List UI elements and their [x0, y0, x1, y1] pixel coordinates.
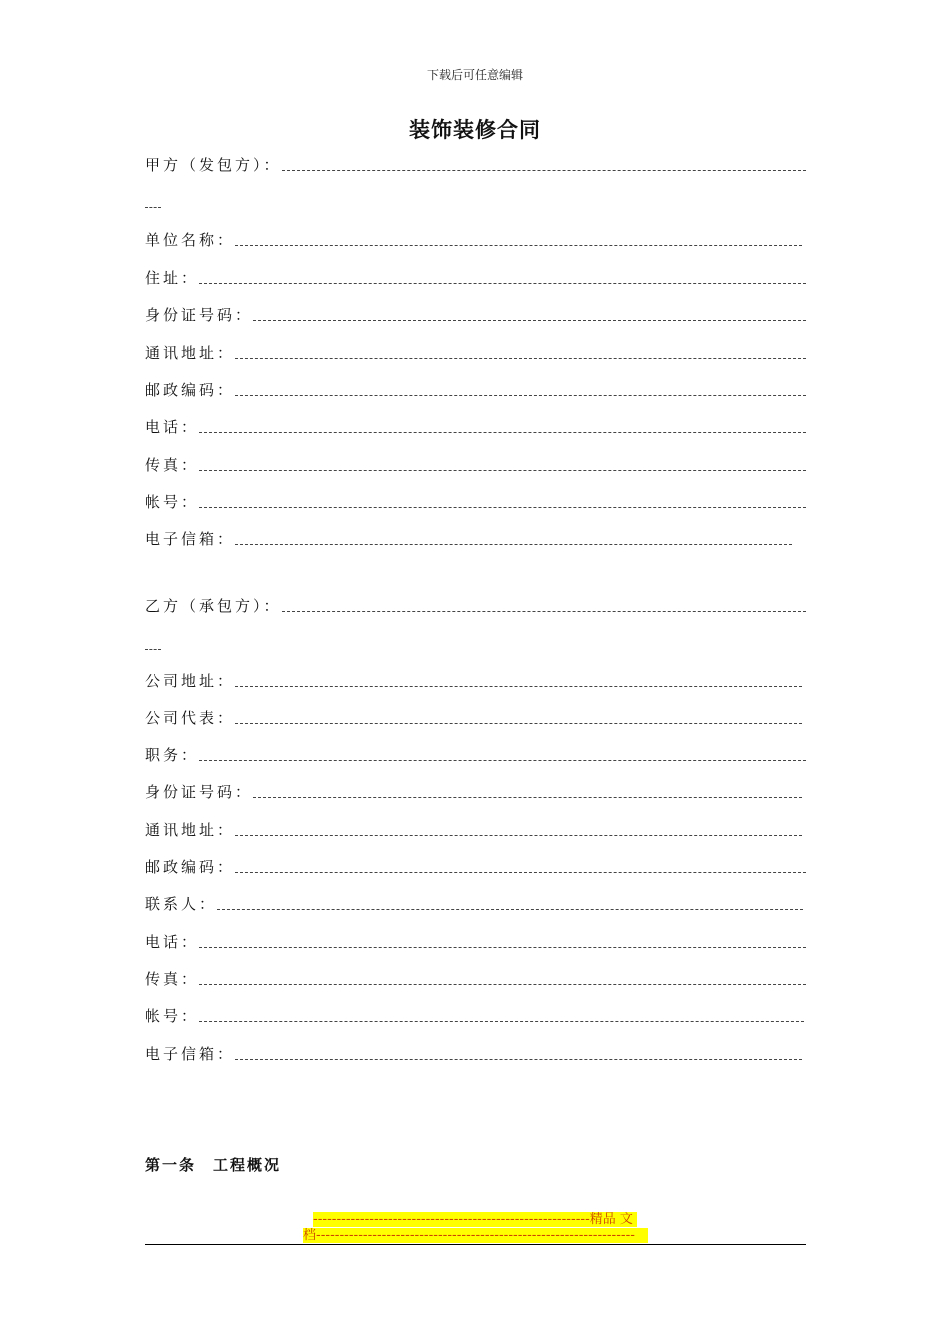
- field-blank[interactable]: [235, 872, 806, 873]
- party-a-heading: [145, 153, 806, 175]
- field-label: 通讯地址：: [145, 344, 236, 362]
- section-heading: 第一条 工程概况: [145, 1156, 282, 1174]
- party-a-account: [145, 490, 806, 512]
- field-label: 电子信箱：: [145, 1045, 236, 1063]
- field-label: 单位名称：: [145, 231, 236, 249]
- field-blank[interactable]: [199, 283, 806, 284]
- party-b-heading-blank-wrap: [145, 649, 161, 650]
- field-blank[interactable]: [235, 544, 792, 545]
- party-b-heading-blank[interactable]: [282, 611, 806, 612]
- field-blank[interactable]: [199, 947, 806, 948]
- field-blank[interactable]: [235, 395, 806, 396]
- party-b-fax: [145, 967, 806, 989]
- field-blank[interactable]: [235, 723, 802, 724]
- party-b-email: [145, 1042, 802, 1064]
- footer-divider: [145, 1244, 806, 1245]
- field-label: 传真：: [145, 456, 200, 474]
- party-a-email: [145, 527, 792, 549]
- field-label: 邮政编码：: [145, 381, 236, 399]
- party-a-heading-blank-wrap: [145, 207, 161, 208]
- field-label: 电话：: [145, 418, 200, 436]
- field-label: 电子信箱：: [145, 530, 236, 548]
- field-label: 职务：: [145, 746, 200, 764]
- footer-watermark-line-2: 档--------------------------------------------------------------------: [303, 1228, 648, 1243]
- party-a-address: [145, 266, 806, 288]
- party-b-contact-person: [145, 892, 803, 914]
- party-b-id-number: [145, 780, 802, 802]
- party-a-heading-blank[interactable]: [282, 170, 806, 171]
- field-blank[interactable]: [235, 358, 806, 359]
- party-b-position: [145, 743, 806, 765]
- party-b-mailing-address: [145, 818, 802, 840]
- field-label: 电话：: [145, 933, 200, 951]
- party-b-account: [145, 1004, 804, 1026]
- field-blank[interactable]: [199, 432, 806, 433]
- page-title: 装饰装修合同: [409, 118, 541, 142]
- party-a-id-number: [145, 303, 806, 325]
- field-blank[interactable]: [217, 909, 803, 910]
- field-label: 传真：: [145, 970, 200, 988]
- field-blank[interactable]: [235, 686, 802, 687]
- field-blank[interactable]: [199, 470, 806, 471]
- field-label: 公司地址：: [145, 672, 236, 690]
- field-label: 身份证号码：: [145, 783, 254, 801]
- field-label: 通讯地址：: [145, 821, 236, 839]
- header-note: 下载后可任意编辑: [426, 68, 523, 82]
- party-b-heading-label: 乙方（承包方）：: [145, 597, 282, 615]
- field-blank[interactable]: [199, 984, 806, 985]
- party-a-fax: [145, 453, 806, 475]
- field-label: 帐号：: [145, 493, 200, 511]
- field-blank[interactable]: [235, 835, 802, 836]
- field-label: 邮政编码：: [145, 858, 236, 876]
- party-a-heading-label: 甲方（发包方）：: [145, 156, 282, 174]
- field-label: 联系人：: [145, 895, 218, 913]
- field-blank[interactable]: [235, 1059, 802, 1060]
- party-a-mailing-address: [145, 341, 806, 363]
- party-b-heading: [145, 594, 806, 616]
- field-blank[interactable]: [199, 760, 806, 761]
- footer-watermark-line-1: -----------------------------------------------------------精品 文: [313, 1212, 637, 1227]
- party-a-phone: [145, 415, 806, 437]
- party-b-phone: [145, 930, 806, 952]
- party-b-company-representative: [145, 706, 802, 728]
- field-label: 身份证号码：: [145, 306, 254, 324]
- field-label: 住址：: [145, 269, 200, 287]
- field-blank[interactable]: [253, 320, 806, 321]
- party-a-unit-name: [145, 228, 802, 250]
- field-label: 帐号：: [145, 1007, 200, 1025]
- field-blank[interactable]: [235, 245, 802, 246]
- party-a-postal-code: [145, 378, 806, 400]
- field-blank[interactable]: [253, 797, 802, 798]
- field-blank[interactable]: [199, 507, 806, 508]
- party-b-postal-code: [145, 855, 806, 877]
- field-blank[interactable]: [199, 1021, 804, 1022]
- field-label: 公司代表：: [145, 709, 236, 727]
- party-b-company-address: [145, 669, 802, 691]
